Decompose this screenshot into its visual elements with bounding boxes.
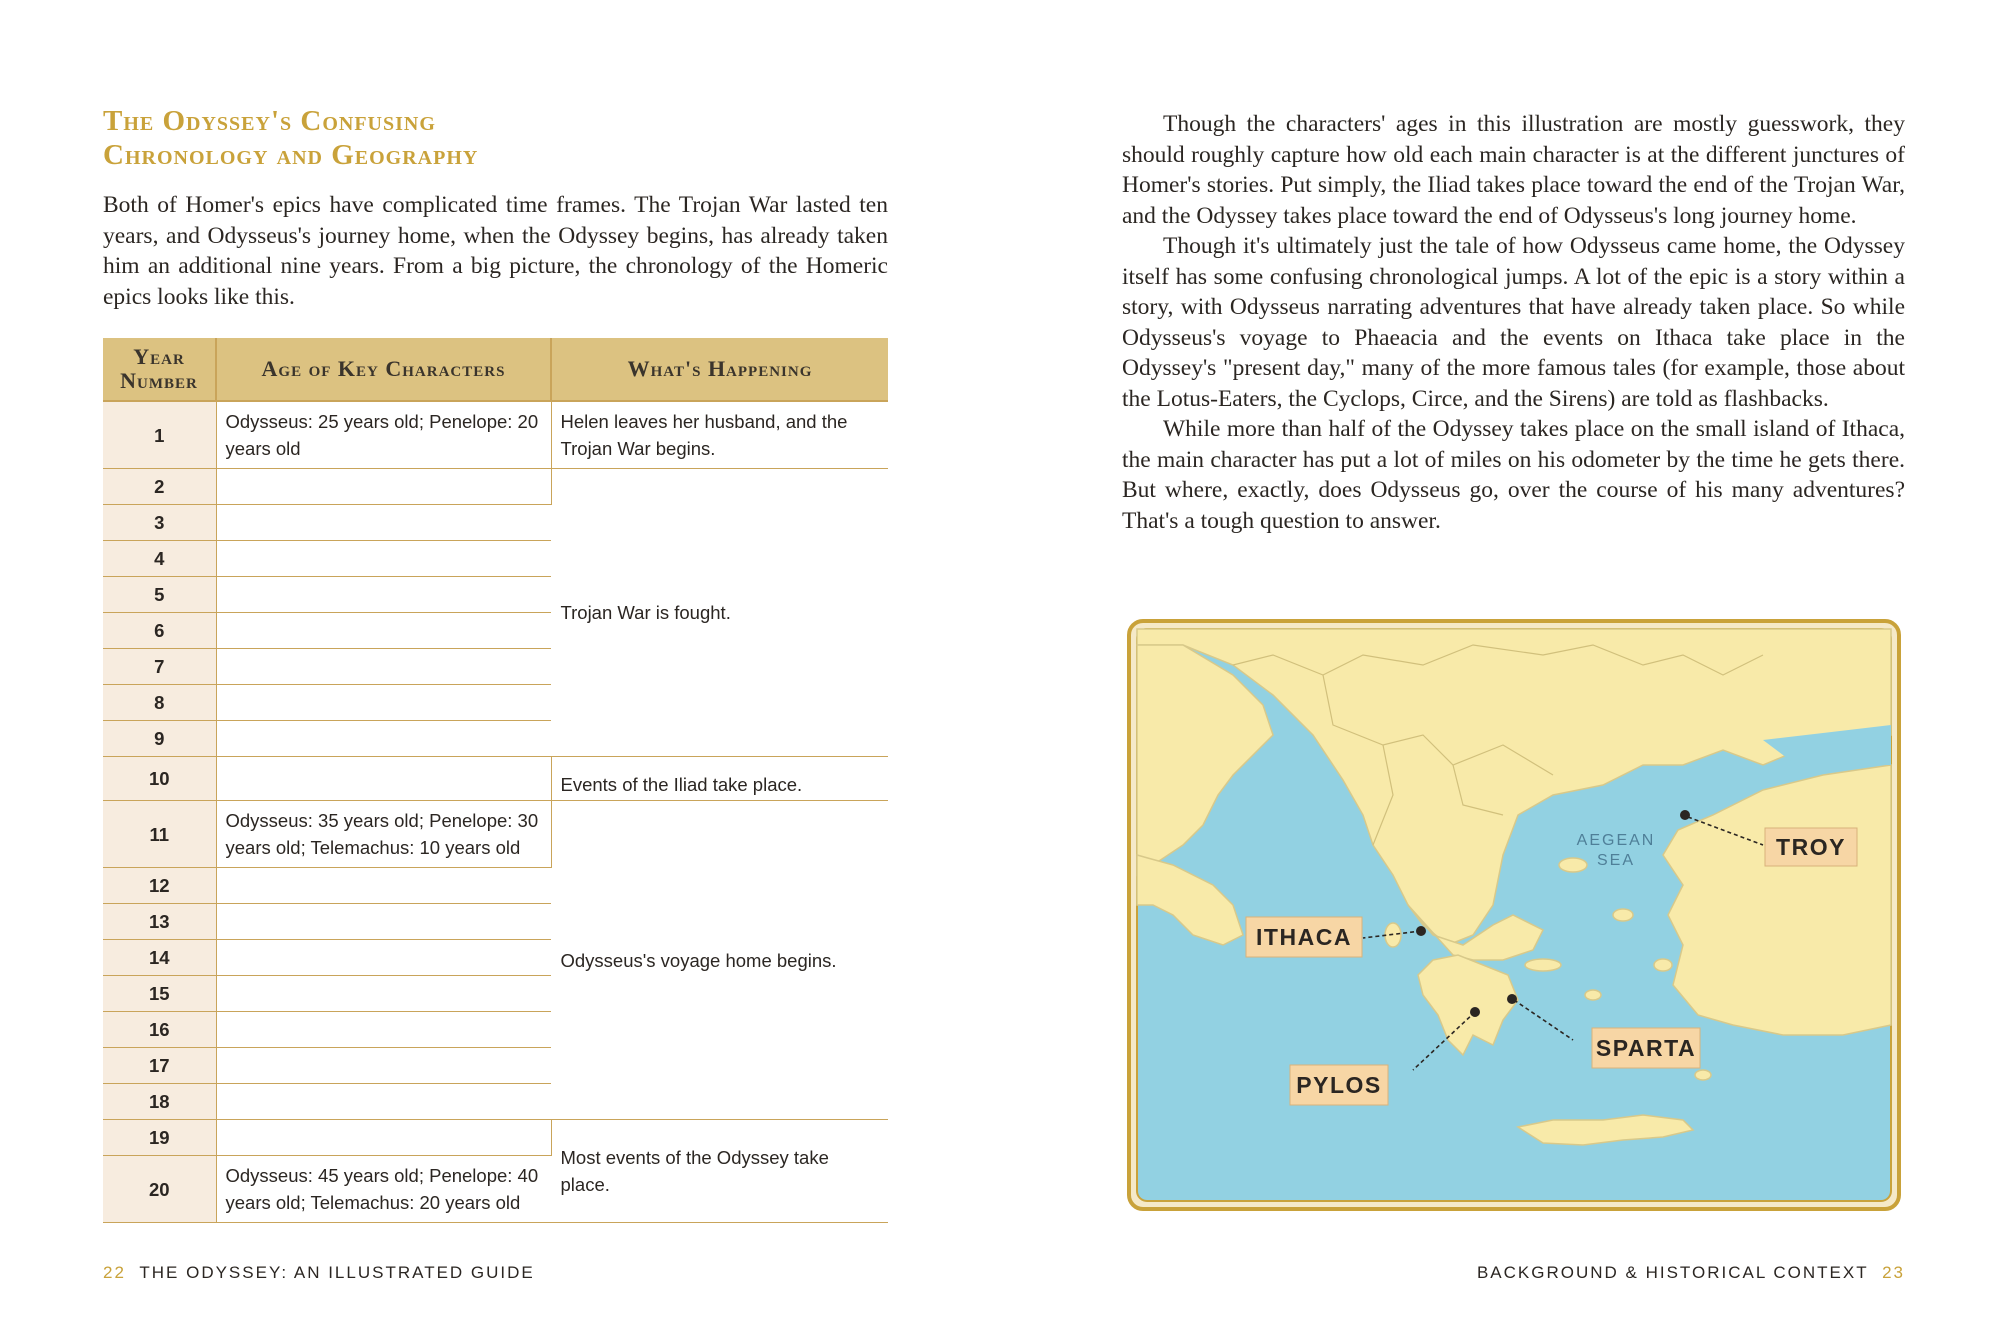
right-body-text xyxy=(1122,109,1905,536)
year-cell: 16 xyxy=(103,1012,216,1048)
ages-cell xyxy=(216,505,551,541)
footer-left xyxy=(103,1263,535,1283)
island xyxy=(1559,858,1587,872)
year-cell: 14 xyxy=(103,940,216,976)
paragraph-2: Though it's ultimately just the tale of how Odysseus came home, the Odyssey itself has some confusing chronological jumps. A lot of the epic is a story within a story, with Odysseus narrating adventures that have already taken place. So while Odysseus's voyage to Phaeacia and the events on Ithaca take place in the Odyssey's "present day," many of the more famous tales (for example, those about the Lotus-Eaters, the Cyclops, Circe, and the Sirens) are told as flashbacks. xyxy=(1122,233,1905,412)
event-cell: Helen leaves her husband, and the Trojan War begins. xyxy=(551,401,888,469)
year-cell: 10 xyxy=(103,757,216,801)
year-cell: 5 xyxy=(103,577,216,613)
sparta-marker xyxy=(1507,994,1517,1004)
ages-cell xyxy=(216,721,551,757)
intro-paragraph xyxy=(103,190,888,312)
ages-cell: Odysseus: 45 years old; Penelope: 40 years old; Telemachus: 20 years old xyxy=(216,1156,551,1223)
chronology-table xyxy=(103,338,888,1223)
table-row xyxy=(103,469,888,505)
event-cell: Most events of the Odyssey take place. xyxy=(551,1120,888,1223)
pylos-marker xyxy=(1470,1007,1480,1017)
ages-cell: Odysseus: 35 years old; Penelope: 30 years old; Telemachus: 10 years old xyxy=(216,801,551,868)
sparta-label: SPARTA xyxy=(1595,1035,1697,1061)
year-cell: 11 xyxy=(103,801,216,868)
year-cell: 13 xyxy=(103,904,216,940)
year-cell: 2 xyxy=(103,469,216,505)
island xyxy=(1613,909,1633,921)
troy-marker xyxy=(1680,810,1690,820)
year-cell: 12 xyxy=(103,868,216,904)
year-cell: 18 xyxy=(103,1084,216,1120)
table-row xyxy=(103,757,888,801)
header-year: Year Number xyxy=(103,338,216,401)
page-number-right: 23 xyxy=(1882,1263,1905,1282)
ages-cell xyxy=(216,976,551,1012)
event-cell: Odysseus's voyage home begins. xyxy=(551,801,888,1120)
year-cell: 9 xyxy=(103,721,216,757)
table-row xyxy=(103,1120,888,1156)
footer-right xyxy=(1477,1263,1905,1283)
ages-cell xyxy=(216,469,551,505)
page-number-left: 22 xyxy=(103,1263,126,1282)
ithaca-marker xyxy=(1416,926,1426,936)
year-cell: 15 xyxy=(103,976,216,1012)
ages-cell xyxy=(216,1084,551,1120)
ages-cell xyxy=(216,613,551,649)
paragraph-3: While more than half of the Odyssey takes place on the small island of Ithaca, the main character has put a lot of miles on his odometer by the time he gets there. But where, exactly, does Odysseus go, over the course of his many adventures? That's a tough question to answer. xyxy=(1122,416,1905,534)
ages-cell: Odysseus: 25 years old; Penelope: 20 years old xyxy=(216,401,551,469)
header-events: What's Happening xyxy=(551,338,888,401)
heading-line-1: The Odyssey's Confusing xyxy=(103,105,436,137)
island xyxy=(1585,990,1601,1000)
map-illustration xyxy=(1123,615,1905,1215)
ages-cell xyxy=(216,868,551,904)
event-cell: Trojan War is fought. xyxy=(551,469,888,757)
year-cell: 6 xyxy=(103,613,216,649)
sea-label-line-1: AEGEAN xyxy=(1576,832,1656,849)
pylos-label: PYLOS xyxy=(1296,1072,1382,1098)
ages-cell xyxy=(216,1012,551,1048)
troy-label: TROY xyxy=(1776,834,1846,860)
running-title-right: BACKGROUND & HISTORICAL CONTEXT xyxy=(1476,1263,1869,1282)
running-title-left: THE ODYSSEY: AN ILLUSTRATED GUIDE xyxy=(139,1263,535,1282)
island xyxy=(1654,959,1672,971)
year-cell: 4 xyxy=(103,541,216,577)
intro-text: Both of Homer's epics have complicated time frames. The Trojan War lasted ten years, and Odysseus's journey home, when the Odyssey begins, has already taken him an additional nine years. From a big picture, the chronology of the Homeric epics looks like this. xyxy=(103,192,888,310)
section-heading xyxy=(103,104,903,172)
island xyxy=(1695,1070,1711,1080)
ages-cell xyxy=(216,1120,551,1156)
ages-cell xyxy=(216,1048,551,1084)
table-header-row xyxy=(103,338,888,401)
sea-label-line-2: SEA xyxy=(1596,852,1636,869)
table-row xyxy=(103,801,888,868)
table-row xyxy=(103,401,888,469)
year-cell: 7 xyxy=(103,649,216,685)
paragraph-1: Though the characters' ages in this illustration are mostly guesswork, they should roughly capture how old each main character is at the different junctures of Homer's stories. Put simply, the Iliad takes place toward the end of the Trojan War, and the Odyssey takes place toward the end of Odysseus's long journey home. xyxy=(1122,111,1905,229)
ages-cell xyxy=(216,904,551,940)
ages-cell xyxy=(216,940,551,976)
header-ages: Age of Key Characters xyxy=(216,338,551,401)
heading-line-2: Chronology and Geography xyxy=(103,139,479,171)
ages-cell xyxy=(216,649,551,685)
year-cell: 8 xyxy=(103,685,216,721)
ages-cell xyxy=(216,757,551,801)
ithaca-label: ITHACA xyxy=(1256,924,1352,950)
island xyxy=(1525,959,1561,971)
year-cell: 17 xyxy=(103,1048,216,1084)
year-cell: 19 xyxy=(103,1120,216,1156)
year-cell: 3 xyxy=(103,505,216,541)
year-cell: 20 xyxy=(103,1156,216,1223)
ages-cell xyxy=(216,577,551,613)
event-cell: Events of the Iliad take place. xyxy=(551,757,888,801)
year-cell: 1 xyxy=(103,401,216,469)
ages-cell xyxy=(216,685,551,721)
ages-cell xyxy=(216,541,551,577)
